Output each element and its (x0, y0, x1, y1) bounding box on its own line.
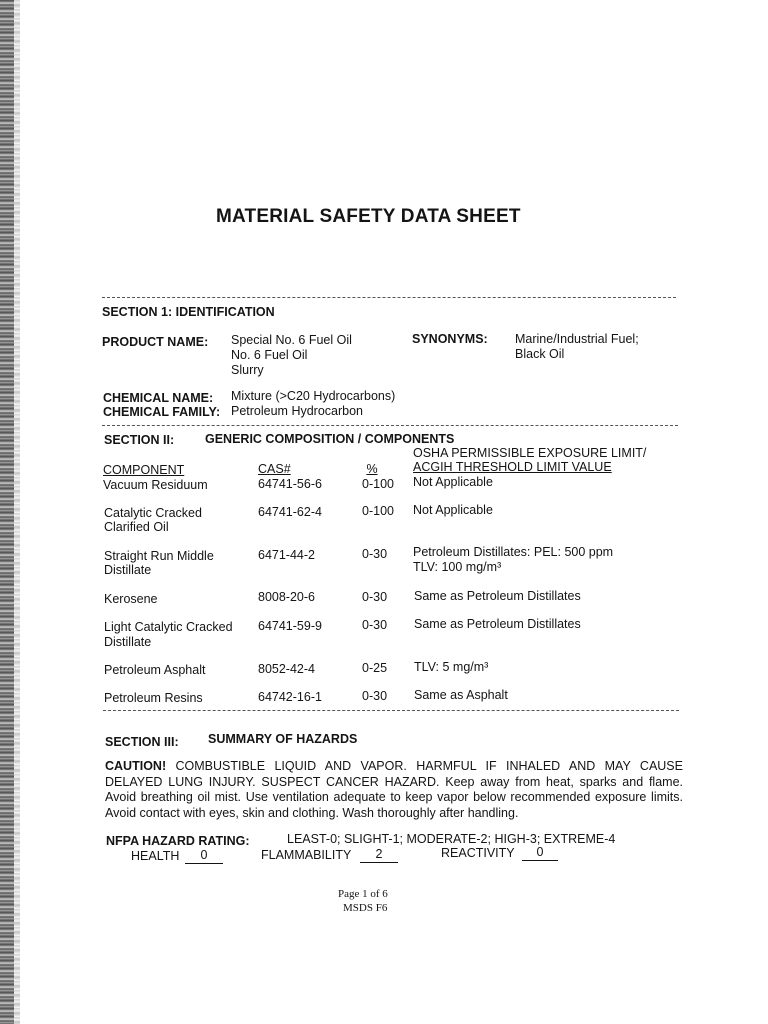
health-rating (185, 848, 223, 864)
percent-range: 0-100 (362, 477, 394, 491)
document-code: MSDS F6 (343, 902, 388, 914)
exposure-limit: Same as Petroleum Distillates (414, 617, 581, 631)
exposure-limit-cont: TLV: 100 mg/m³ (413, 560, 502, 574)
flammability-rating (360, 847, 398, 863)
cas-number: 64741-62-4 (258, 505, 322, 519)
nfpa-label: NFPA HAZARD RATING: (106, 834, 250, 848)
synonym-2: Black Oil (515, 347, 565, 361)
component-name: Light Catalytic Cracked (104, 620, 233, 634)
section2-label: SECTION II: (104, 433, 175, 447)
component-name-cont: Distillate (104, 563, 152, 577)
scan-edge-shadow (14, 0, 20, 1024)
cas-number: 8052-42-4 (258, 662, 315, 676)
exposure-limit: Same as Petroleum Distillates (414, 589, 581, 603)
limit-header-line1: OSHA PERMISSIBLE EXPOSURE LIMIT/ (413, 446, 647, 460)
exposure-limit: Not Applicable (413, 475, 493, 489)
chemical-family-label: CHEMICAL FAMILY: (103, 405, 221, 419)
product-name-3: Slurry (231, 363, 264, 377)
percent-range: 0-30 (362, 618, 388, 632)
caution-label: CAUTION! (105, 759, 167, 773)
product-name-2: No. 6 Fuel Oil (231, 348, 308, 362)
caution-text: COMBUSTIBLE LIQUID AND VAPOR. HARMFUL IF INHALED AND MAY CAUSE DELAYED LUNG INJURY. SUSPECT CANCER HAZARD. Keep away from heat, sparks and flame. Avoid breathing oil mist. Use ventilation adequate to keep vapor below recommended exposure limits. Avoid contact with eyes, skin and clothing. Wash thoroughly after handling. (105, 759, 683, 820)
component-name-cont: Clarified Oil (104, 520, 169, 534)
exposure-limit: Not Applicable (413, 503, 493, 517)
nfpa-scale: LEAST-0; SLIGHT-1; MODERATE-2; HIGH-3; EXTREME-4 (287, 832, 616, 846)
health-label: HEALTH (131, 849, 180, 863)
chemical-name-label: CHEMICAL NAME: (103, 391, 214, 405)
caution-paragraph (105, 759, 683, 821)
cas-column-header: CAS# (258, 462, 291, 476)
section-divider (103, 710, 679, 711)
synonyms-label: SYNONYMS: (412, 332, 488, 346)
cas-number: 6471-44-2 (258, 548, 315, 562)
health-value: 0 (185, 848, 223, 864)
component-name: Straight Run Middle (104, 549, 214, 563)
cas-number: 64741-56-6 (258, 477, 322, 491)
pct-column-header: % (366, 462, 378, 476)
cas-number: 8008-20-6 (258, 590, 315, 604)
limit-header-line2: ACGIH THRESHOLD LIMIT VALUE (413, 460, 612, 474)
percent-range: 0-30 (362, 590, 388, 604)
flammability-label: FLAMMABILITY (261, 848, 352, 862)
component-column-header: COMPONENT (103, 463, 185, 477)
percent-range: 0-100 (362, 504, 394, 518)
component-name: Kerosene (104, 592, 158, 606)
section3-label: SECTION III: (105, 735, 179, 749)
chemical-name-value: Mixture (>C20 Hydrocarbons) (231, 389, 396, 403)
reactivity-rating (522, 845, 558, 861)
section-divider (102, 425, 678, 426)
product-name-label: PRODUCT NAME: (102, 335, 209, 349)
component-name: Petroleum Asphalt (104, 663, 206, 677)
product-name-1: Special No. 6 Fuel Oil (231, 333, 352, 347)
page-number: Page 1 of 6 (338, 888, 388, 900)
cas-number: 64742-16-1 (258, 690, 322, 704)
chemical-family-value: Petroleum Hydrocarbon (231, 404, 364, 418)
percent-range: 0-25 (362, 661, 388, 675)
reactivity-value: 0 (522, 845, 558, 861)
section-divider (102, 297, 676, 298)
synonym-1: Marine/Industrial Fuel; (515, 332, 639, 346)
exposure-limit: Petroleum Distillates: PEL: 500 ppm (413, 545, 614, 559)
cas-number: 64741-59-9 (258, 619, 322, 633)
component-name: Petroleum Resins (104, 691, 203, 705)
exposure-limit: Same as Asphalt (414, 688, 508, 702)
flammability-value: 2 (360, 847, 398, 863)
scan-edge-artifact (0, 0, 14, 1024)
percent-range: 0-30 (362, 689, 388, 703)
component-name-cont: Distillate (104, 635, 152, 649)
section1-heading: SECTION 1: IDENTIFICATION (102, 305, 275, 319)
component-name: Vacuum Residuum (103, 478, 208, 492)
component-name: Catalytic Cracked (104, 506, 202, 520)
percent-range: 0-30 (362, 547, 388, 561)
document-title: MATERIAL SAFETY DATA SHEET (216, 206, 521, 227)
exposure-limit: TLV: 5 mg/m³ (414, 660, 489, 674)
reactivity-label: REACTIVITY (441, 846, 515, 860)
section3-heading: SUMMARY OF HAZARDS (208, 732, 358, 746)
section2-heading: GENERIC COMPOSITION / COMPONENTS (205, 432, 455, 446)
